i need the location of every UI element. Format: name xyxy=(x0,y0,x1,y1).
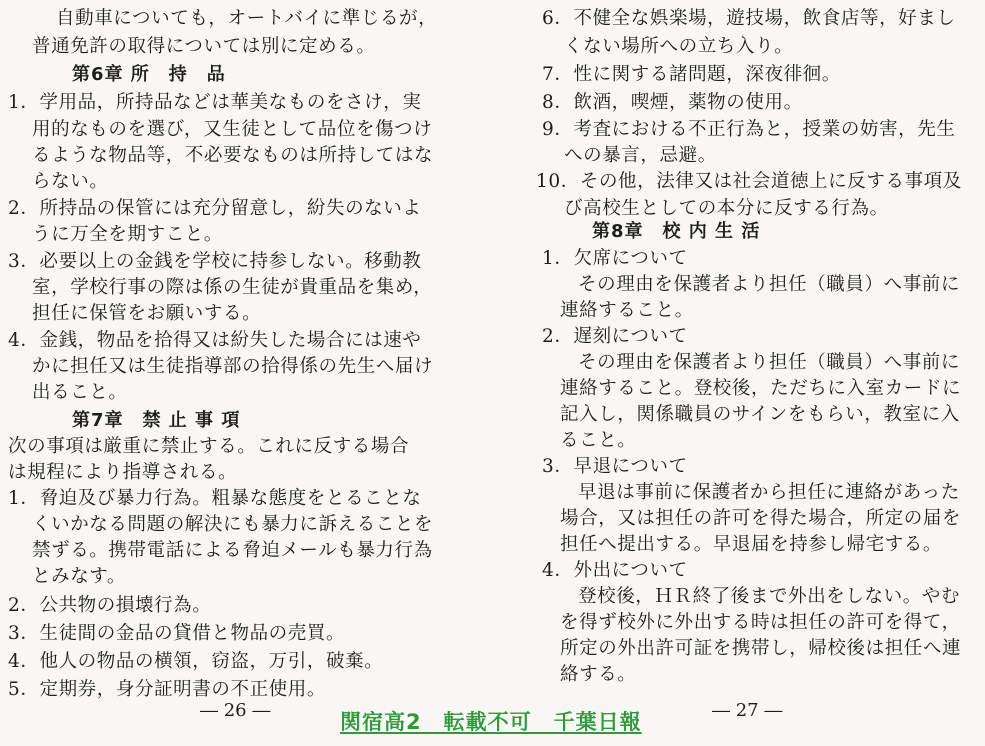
text-line: 登校後，ＨＲ終了後まで外出をしない。やむ xyxy=(578,586,961,607)
text-line: 場合，又は担任の許可を得た場合，所定の届を xyxy=(560,508,962,529)
list-item: 1．欠席について xyxy=(542,248,688,269)
text-line: 記入し，関係職員のサインをもらい，教室に入 xyxy=(560,404,960,425)
text-line: 所定の外出許可証を携帯し，帰校後は担任へ連 xyxy=(560,638,962,659)
text-line: 担任へ提出する。早退届を持参し帰宅する。 xyxy=(560,534,943,555)
text-line: その理由を保護者より担任（職員）へ事前に xyxy=(578,352,961,373)
text-line: ること。 xyxy=(560,430,637,451)
list-item: 4．金銭，物品を拾得又は紛失した場合には速や xyxy=(8,330,422,351)
list-item: 2．遅刻について xyxy=(542,326,688,347)
text-line: かに担任又は生徒指導部の拾得係の先生へ届け xyxy=(32,356,434,377)
text-line: 次の事項は厳重に禁止する。これに反する場合 xyxy=(8,436,410,457)
list-item: 2．公共物の損壊行為。 xyxy=(8,595,212,616)
list-item: 3．早退について xyxy=(542,456,688,477)
list-item: 3．必要以上の金銭を学校に持参しない。移動教 xyxy=(8,251,422,272)
text-line: を得ず校外に外出する時は担任の許可を得て， xyxy=(560,612,961,633)
text-line: び高校生としての本分に反する行為。 xyxy=(564,198,889,219)
list-item: 10．その他，法律又は社会道徳上に反する事項及 xyxy=(536,171,962,192)
text-line: への暴言，忌避。 xyxy=(564,145,717,166)
text-line: は規程により指導される。 xyxy=(8,462,238,483)
text-line: るような物品等，不必要なものは所持してはな xyxy=(32,145,434,166)
text-line: 担任に保管をお願いする。 xyxy=(32,303,262,324)
text-line: 連絡すること。登校後，ただちに入室カードに xyxy=(560,378,962,399)
list-item: 8．飲酒，喫煙，薬物の使用。 xyxy=(542,92,803,113)
list-item: 1．学用品，所持品などは華美なものをさけ，実 xyxy=(8,92,422,113)
text-line: 早退は事前に保護者から担任に連絡があった xyxy=(578,482,960,503)
list-item: 3．生徒間の金品の貸借と物品の売買。 xyxy=(8,623,346,644)
list-item: 5．定期券，身分証明書の不正使用。 xyxy=(8,679,326,700)
text-line: 普通免許の取得については別に定める。 xyxy=(32,36,376,57)
text-line: 自動車についても，オートバイに準じるが， xyxy=(56,8,438,29)
list-item: 6．不健全な娯楽場，遊技場，飲食店等，好まし xyxy=(542,8,956,29)
text-line: うに万全を期すこと。 xyxy=(32,224,224,245)
text-line: 室，学校行事の際は係の生徒が貴重品を集め， xyxy=(32,277,433,298)
list-item: 2．所持品の保管には充分留意し，紛失のないよ xyxy=(8,198,422,219)
page-number: ― 27 ― xyxy=(712,700,783,721)
list-item: 7．性に関する諸問題，深夜徘徊。 xyxy=(542,64,841,85)
text-line: 絡する。 xyxy=(560,664,637,685)
text-line: くいかなる問題の解決にも暴力に訴えることを xyxy=(32,514,434,535)
watermark-banner: 関宿高2 転載不可 千葉日報 xyxy=(340,710,642,734)
page-number: ― 26 ― xyxy=(200,700,271,721)
text-line: 用的なものを選び，又生徒として品位を傷つけ xyxy=(32,119,433,140)
list-item: 1．脅迫及び暴力行為。粗暴な態度をとることな xyxy=(8,488,422,509)
text-line: らない。 xyxy=(32,171,109,192)
text-line: とみなす。 xyxy=(32,566,127,587)
list-item: 9．考査における不正行為と，授業の妨害，先生 xyxy=(542,119,956,140)
list-item: 4．他人の物品の横領，窃盗，万引，破棄。 xyxy=(8,651,384,672)
chapter-heading: 第8章 校 内 生 活 xyxy=(592,221,761,242)
text-line: 禁ずる。携帯電話による脅迫メールも暴力行為 xyxy=(32,540,433,561)
text-line: 出ること。 xyxy=(32,382,128,403)
list-item: 4．外出について xyxy=(542,560,688,581)
chapter-heading: 第7章 禁 止 事 項 xyxy=(72,410,241,431)
text-line: 連絡すること。 xyxy=(560,300,694,321)
text-line: その理由を保護者より担任（職員）へ事前に xyxy=(578,274,961,295)
right-page xyxy=(522,0,985,746)
left-page xyxy=(0,0,480,746)
text-line: くない場所への立ち入り。 xyxy=(564,36,794,57)
chapter-heading: 第6章 所 持 品 xyxy=(72,64,226,85)
